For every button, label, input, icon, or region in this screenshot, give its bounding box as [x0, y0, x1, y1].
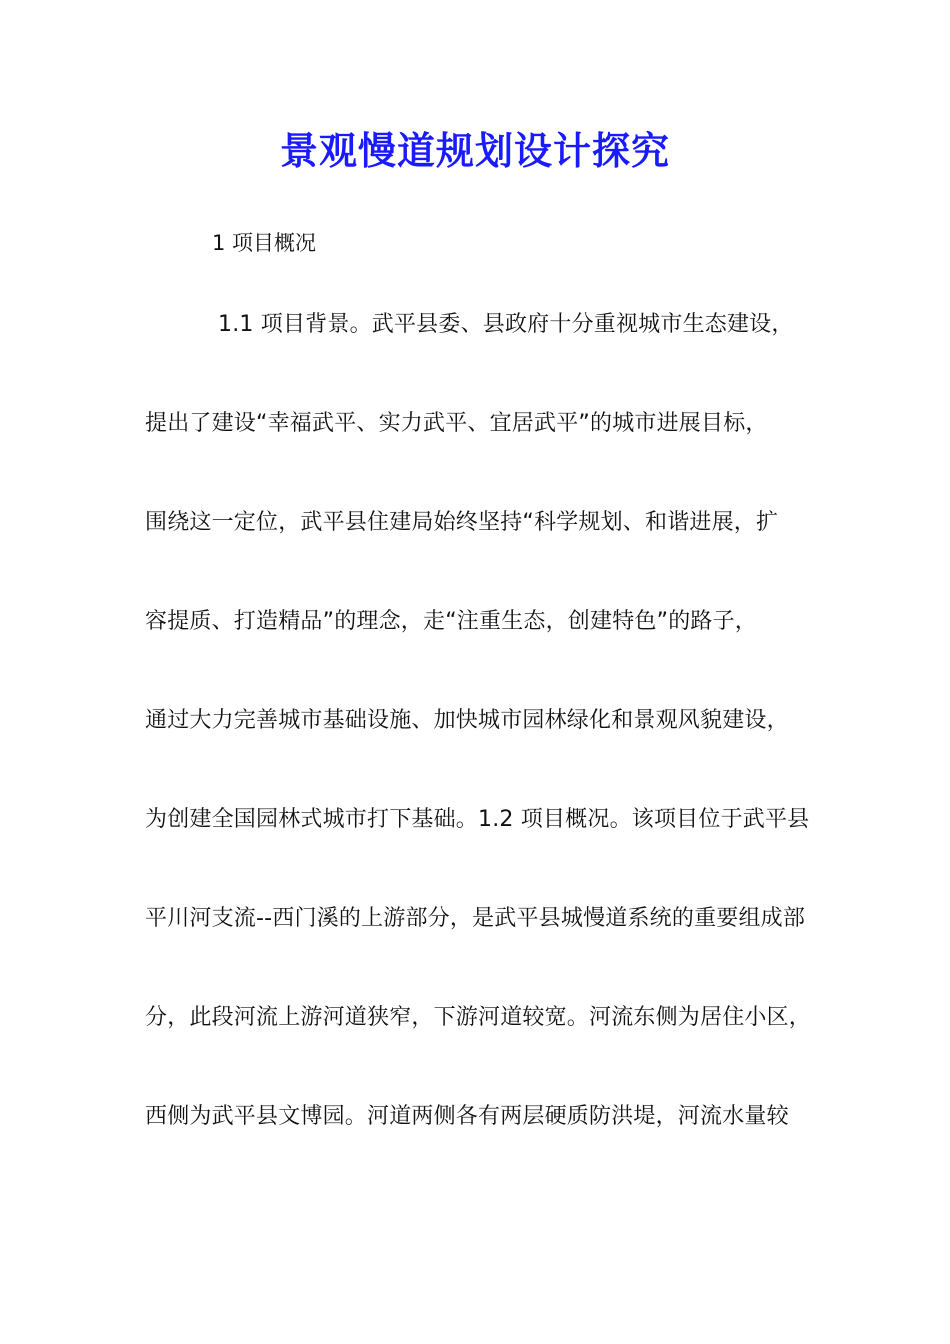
body-line: 通过大力完善城市基础设施、加快城市园林绿化和景观风貌建设，: [145, 708, 789, 733]
document-title: 景观慢道规划设计探究: [279, 128, 670, 173]
body-line: 1.1 项目背景。武平县委、县政府十分重视城市生态建设，: [218, 312, 794, 337]
body-line: 容提质、打造精品”的理念，走“注重生态，创建特色”的路子，: [145, 609, 757, 634]
section-heading: 1 项目概况: [212, 231, 317, 255]
body-line: 分，此段河流上游河道狭窄，下游河道较宽。河流东侧为居住小区，: [145, 1005, 812, 1030]
body-line: 为创建全国园林式城市打下基础。1.2 项目概况。该项目位于武平县: [145, 807, 810, 832]
body-line: 提出了建设“幸福武平、实力武平、宜居武平”的城市进展目标，: [145, 411, 768, 436]
body-line: 平川河支流--西门溪的上游部分，是武平县城慢道系统的重要组成部: [145, 906, 806, 931]
body-line: 西侧为武平县文博园。河道两侧各有两层硬质防洪堤，河流水量较: [145, 1104, 789, 1129]
body-line: 围绕这一定位，武平县住建局始终坚持“科学规划、和谐进展，扩: [145, 510, 779, 535]
